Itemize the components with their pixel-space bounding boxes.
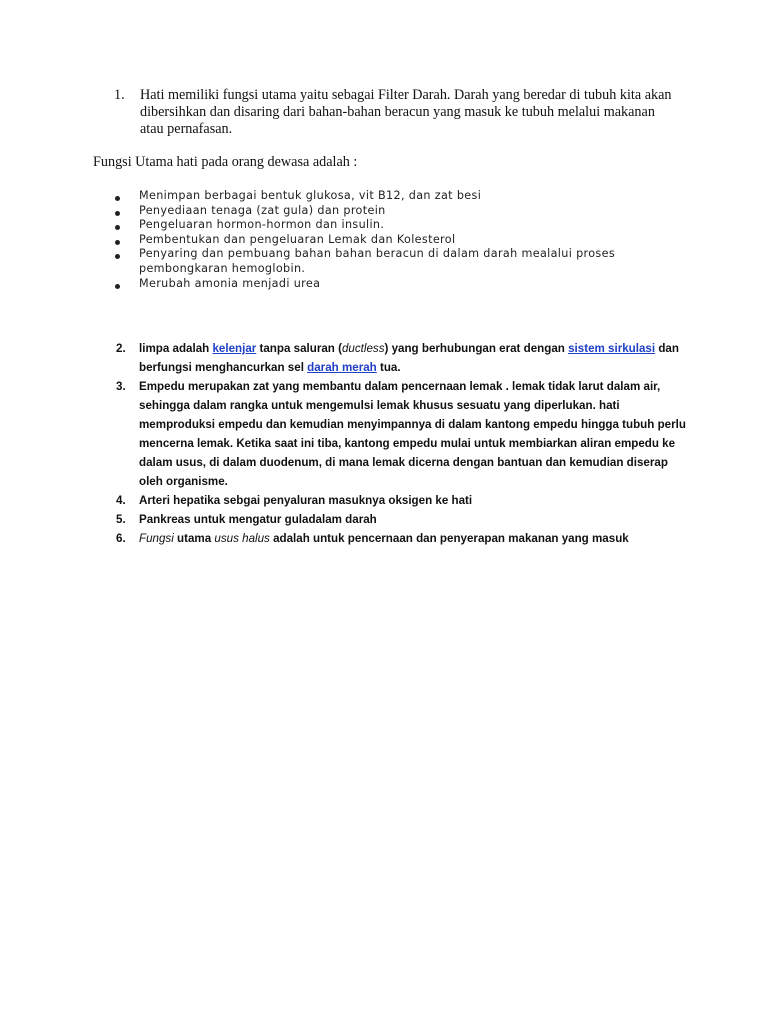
bullet-icon [115, 254, 120, 259]
bullet-item [112, 204, 692, 219]
italic-term: usus halus [214, 532, 270, 545]
text-segment: ) yang berhubungan erat dengan [384, 342, 569, 355]
list-number: 4. [116, 494, 126, 507]
bullet-icon [115, 284, 120, 289]
link-sistem-sirkulasi[interactable]: sistem sirkulasi [568, 342, 656, 355]
list-number: 2. [116, 342, 126, 355]
bullet-icon [115, 196, 120, 201]
list-number: 6. [116, 532, 126, 545]
bullet-text: Penyediaan tenaga (zat gula) dan protein [139, 203, 386, 217]
text-segment: adalah untuk pencernaan dan penyerapan makanan yang masuk [269, 532, 629, 545]
list-item-3 [116, 377, 686, 491]
bullet-text: Pengeluaran hormon-hormon dan insulin. [139, 218, 385, 232]
list-number: 5. [116, 513, 126, 526]
list-item-5 [116, 510, 686, 529]
bullet-item [112, 247, 692, 276]
list-item-text: Hati memiliki fungsi utama yaitu sebagai Filter Darah. Darah yang beredar di tubuh kita akan dibersihkan dan disaring dari bahan-bahan beracun yang masuk ke tubuh melalui makanan atau pernafasan. [140, 87, 672, 137]
list-number: 3. [116, 380, 126, 393]
list-item-text: Pankreas untuk mengatur guladalam darah [139, 513, 377, 526]
text-segment: tanpa saluran ( [256, 342, 342, 355]
intro-paragraph: Fungsi Utama hati pada orang dewasa adalah : [93, 154, 358, 170]
text-segment: utama [173, 532, 215, 545]
link-kelenjar[interactable]: kelenjar [212, 342, 257, 355]
text-segment: dan berfungsi menghancurkan sel [139, 342, 679, 374]
text-segment: limpa adalah [139, 342, 213, 355]
bullet-text: Merubah amonia menjadi urea [139, 276, 321, 290]
bullet-icon [115, 211, 120, 216]
list-item-4 [116, 491, 686, 510]
list-number: 1. [114, 87, 125, 103]
bullet-text: Pembentukan dan pengeluaran Lemak dan Kolesterol [139, 232, 456, 246]
bullet-item [112, 218, 692, 233]
bullet-text: Menimpan berbagai bentuk glukosa, vit B12, dan zat besi [139, 189, 482, 202]
bullet-item [112, 277, 692, 292]
list-item-text: Arteri hepatika sebgai penyaluran masuknya oksigen ke hati [139, 494, 473, 507]
text-segment: tua. [376, 361, 401, 374]
bullet-list [112, 189, 692, 291]
bullet-item [112, 233, 692, 248]
list-item-6 [116, 529, 686, 548]
bullet-icon [115, 225, 120, 230]
link-darah-merah[interactable]: darah merah [307, 361, 377, 374]
italic-term: ductless [341, 342, 385, 355]
list-item-2 [116, 339, 686, 377]
italic-term: Fungsi [139, 532, 174, 545]
bullet-item [112, 189, 692, 204]
bullet-text: Penyaring dan pembuang bahan bahan beracun di dalam darah mealalui proses pembongkaran hemoglobin. [139, 247, 616, 275]
bullet-icon [115, 240, 120, 245]
numbered-list [116, 339, 686, 548]
list-item-text: Empedu merupakan zat yang membantu dalam pencernaan lemak . lemak tidak larut dalam air, sehingga dalam rangka untuk mengemulsi lemak khusus sesuatu yang diperlukan. hati memproduksi empedu dan kemudian menyimpannya di dalam kantong empedu hingga tubuh perlu mencerna lemak. Ketika saat ini tiba, kantong empedu mulai untuk membiarkan aliran empedu ke dalam usus, di dalam duodenum, di mana lemak dicerna dengan bantuan dan kemudian diserap oleh organisme. [139, 380, 686, 488]
